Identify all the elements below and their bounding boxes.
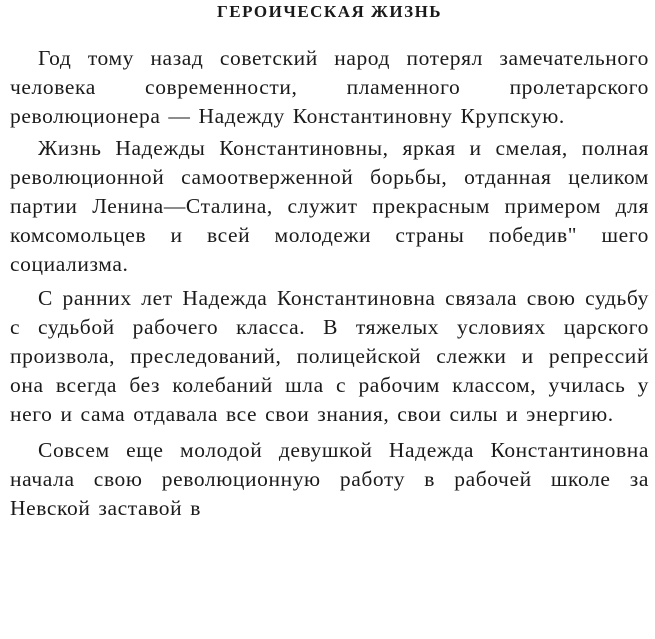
article-title: ГЕРОИЧЕСКАЯ ЖИЗНЬ (216, 2, 443, 21)
paragraph-4: Совсем еще молодой девушкой Надежда Константиновна начала свою революционную работу в рабочей школе за Невской заставой в (10, 438, 649, 520)
paragraph-3: С ранних лет Надежда Константиновна связала свою судьбу с судьбой рабочего класса. В тяжелых условиях царского произвола, преследований, полицейской слежки и репрессий она всегда без колебаний шла с рабочим классом, училась у него и сама отдавала все свои знания, свои силы и энергию. (10, 286, 649, 426)
paragraph-2: Жизнь Надежды Константиновны, яркая и смелая, полная революционной самоотверженной борьбы, отданная целиком партии Ленина—Сталина, служит прекрасным примером для комсомольцев и всей молодежи страны победив" шего социализма. (10, 136, 649, 276)
paragraph-1: Год тому назад советский народ потерял замечательного человека современности, пламенного пролетарского революционера — Надежду Константиновну Крупскую. (10, 46, 649, 128)
